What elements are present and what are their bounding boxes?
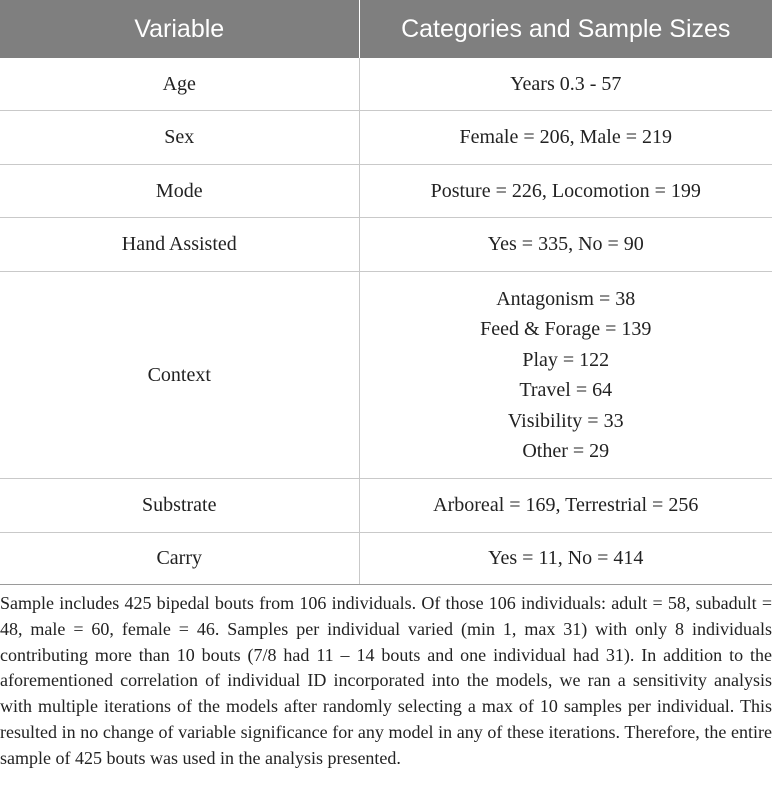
cell-categories: Posture = 226, Locomotion = 199	[359, 165, 772, 218]
header-categories: Categories and Sample Sizes	[359, 0, 772, 58]
context-item: Visibility = 33	[507, 409, 624, 432]
table-row	[0, 165, 772, 218]
context-item: Other = 29	[522, 440, 610, 462]
table-row	[0, 218, 772, 272]
cell-categories: Yes = 11, No = 414	[359, 533, 772, 585]
context-item: Feed & Forage = 139	[480, 318, 652, 340]
cell-categories-context	[359, 272, 772, 479]
cell-variable: Mode	[0, 165, 359, 218]
table-row	[0, 111, 772, 165]
cell-categories: Arboreal = 169, Terrestrial = 256	[359, 479, 772, 533]
cell-variable: Hand Assisted	[0, 218, 359, 272]
context-item: Travel = 64	[519, 379, 613, 401]
table-header-row	[0, 0, 772, 58]
context-item: Play = 122	[522, 348, 610, 371]
table-footnote: Sample includes 425 bipedal bouts from 106 individuals. Of those 106 individuals: adult = 58, subadult = 48, male = 60, female = 46. Samples per individual varied (min 1, max 31) with only 8 individuals contributing more than 10 bouts (7/8 had 11 – 14 bouts and one individual had 31). In addition to the aforementioned correlation of individual ID incorporated into the models, we ran a sensitivity analysis with multiple iterations of the models after randomly selecting a max of 10 samples per individual. This resulted in no change of variable significance for any model in any of these iterations. Therefore, the entire sample of 425 bouts was used in the analysis presented.	[0, 593, 772, 768]
cell-categories: Yes = 335, No = 90	[359, 218, 772, 272]
table-row	[0, 479, 772, 533]
cell-variable: Age	[0, 58, 359, 111]
table-row	[0, 272, 772, 479]
cell-variable: Context	[0, 272, 359, 479]
cell-categories: Years 0.3 - 57	[510, 72, 622, 95]
cell-categories: Female = 206, Male = 219	[359, 111, 772, 165]
header-variable: Variable	[0, 0, 359, 58]
cell-variable: Sex	[0, 111, 359, 165]
table-row	[0, 58, 772, 111]
cell-variable: Substrate	[0, 479, 359, 533]
cell-variable: Carry	[0, 533, 359, 585]
table-row	[0, 533, 772, 585]
context-item: Antagonism = 38	[496, 287, 636, 310]
